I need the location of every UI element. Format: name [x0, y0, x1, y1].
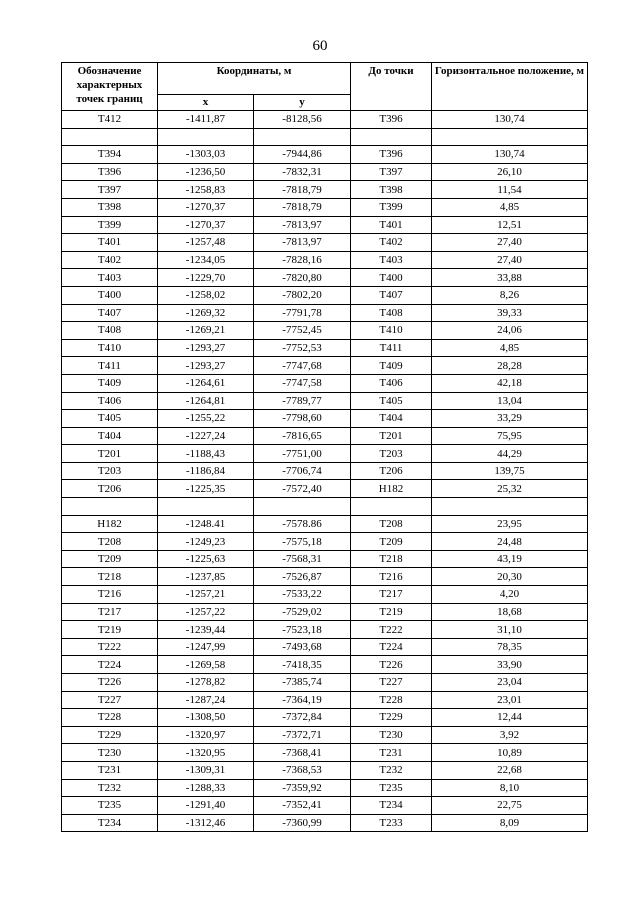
cell-distance: 139,75 — [432, 462, 588, 480]
cell-x: -1270,37 — [158, 216, 254, 234]
cell-x: -1239,44 — [158, 621, 254, 639]
cell-y: -7828,16 — [254, 251, 351, 269]
table-row — [62, 515, 588, 533]
cell-to-point — [351, 128, 432, 146]
table-row — [62, 621, 588, 639]
cell-to-point: Т404 — [351, 410, 432, 428]
cell-to-point: Т234 — [351, 797, 432, 815]
cell-designation: Т226 — [62, 674, 158, 692]
cell-y: -7372,84 — [254, 709, 351, 727]
cell-x: -1308,50 — [158, 709, 254, 727]
cell-to-point: Т203 — [351, 445, 432, 463]
cell-to-point: Т230 — [351, 726, 432, 744]
table-row — [62, 761, 588, 779]
cell-x: -1269,21 — [158, 322, 254, 340]
cell-y: -7368,41 — [254, 744, 351, 762]
cell-to-point: Т410 — [351, 322, 432, 340]
cell-designation: Т201 — [62, 445, 158, 463]
cell-y: -7364,19 — [254, 691, 351, 709]
table-row — [62, 251, 588, 269]
cell-designation: Т410 — [62, 339, 158, 357]
table-row — [62, 480, 588, 498]
cell-distance: 24,48 — [432, 533, 588, 551]
header-designation: Обозначение характерных точек границ — [62, 63, 158, 111]
cell-y: -7798,60 — [254, 410, 351, 428]
cell-to-point: Т217 — [351, 586, 432, 604]
cell-y: -7529,02 — [254, 603, 351, 621]
table-row — [62, 445, 588, 463]
cell-x: -1257,22 — [158, 603, 254, 621]
cell-x: -1278,82 — [158, 674, 254, 692]
cell-x: -1248.41 — [158, 515, 254, 533]
cell-designation: Т219 — [62, 621, 158, 639]
cell-distance: 4,85 — [432, 198, 588, 216]
cell-y: -7820,80 — [254, 269, 351, 287]
cell-x: -1234,05 — [158, 251, 254, 269]
cell-x: -1247,99 — [158, 638, 254, 656]
table-row — [62, 163, 588, 181]
cell-to-point: Т411 — [351, 339, 432, 357]
cell-distance: 22,68 — [432, 761, 588, 779]
table-row — [62, 410, 588, 428]
cell-to-point: Т233 — [351, 814, 432, 832]
cell-y: -7818,79 — [254, 198, 351, 216]
table-row — [62, 674, 588, 692]
cell-designation: Т235 — [62, 797, 158, 815]
cell-distance: 39,33 — [432, 304, 588, 322]
table-row — [62, 234, 588, 252]
table-row — [62, 339, 588, 357]
cell-designation: Т218 — [62, 568, 158, 586]
cell-to-point: Т408 — [351, 304, 432, 322]
table-row — [62, 550, 588, 568]
table-row — [62, 726, 588, 744]
table-row — [62, 111, 588, 129]
cell-designation: Т406 — [62, 392, 158, 410]
cell-y: -7368,53 — [254, 761, 351, 779]
cell-to-point: Т396 — [351, 111, 432, 129]
table-row — [62, 797, 588, 815]
cell-to-point: Т403 — [351, 251, 432, 269]
cell-distance: 18,68 — [432, 603, 588, 621]
cell-x: -1288,33 — [158, 779, 254, 797]
cell-distance: 28,28 — [432, 357, 588, 375]
cell-y: -7791,78 — [254, 304, 351, 322]
cell-designation: Т222 — [62, 638, 158, 656]
cell-x: -1257,48 — [158, 234, 254, 252]
cell-x: -1309,31 — [158, 761, 254, 779]
cell-to-point: Т222 — [351, 621, 432, 639]
cell-designation: Т217 — [62, 603, 158, 621]
cell-x: -1258,83 — [158, 181, 254, 199]
header-horizontal-distance: Горизонтальное положение, м — [432, 63, 588, 111]
cell-designation: Т203 — [62, 462, 158, 480]
cell-designation: Т402 — [62, 251, 158, 269]
cell-distance: 8,09 — [432, 814, 588, 832]
cell-designation: Т208 — [62, 533, 158, 551]
cell-distance: 13,04 — [432, 392, 588, 410]
cell-to-point: Т218 — [351, 550, 432, 568]
cell-x: -1312,46 — [158, 814, 254, 832]
cell-x: -1227,24 — [158, 427, 254, 445]
cell-to-point: Т232 — [351, 761, 432, 779]
cell-designation: Т398 — [62, 198, 158, 216]
cell-y: -7813,97 — [254, 234, 351, 252]
cell-distance: 12,44 — [432, 709, 588, 727]
cell-distance: 8,26 — [432, 286, 588, 304]
cell-distance: 31,10 — [432, 621, 588, 639]
cell-to-point: Т397 — [351, 163, 432, 181]
cell-x: -1229,70 — [158, 269, 254, 287]
cell-designation: Т209 — [62, 550, 158, 568]
cell-x: -1303,03 — [158, 146, 254, 164]
cell-to-point: Т406 — [351, 374, 432, 392]
cell-to-point: Т235 — [351, 779, 432, 797]
table-row — [62, 709, 588, 727]
cell-y: -7944,86 — [254, 146, 351, 164]
cell-x: -1269,58 — [158, 656, 254, 674]
cell-y: -7813,97 — [254, 216, 351, 234]
cell-distance: 33,88 — [432, 269, 588, 287]
table-row — [62, 181, 588, 199]
cell-x: -1269,32 — [158, 304, 254, 322]
cell-distance: 10,89 — [432, 744, 588, 762]
table-row — [62, 392, 588, 410]
cell-designation: Т404 — [62, 427, 158, 445]
table-row — [62, 357, 588, 375]
cell-designation: Н182 — [62, 515, 158, 533]
cell-y: -7752,53 — [254, 339, 351, 357]
cell-y: -7359,92 — [254, 779, 351, 797]
cell-designation: Т231 — [62, 761, 158, 779]
table-row — [62, 427, 588, 445]
cell-distance: 11,54 — [432, 181, 588, 199]
cell-designation: Т396 — [62, 163, 158, 181]
cell-y: -7360,99 — [254, 814, 351, 832]
cell-y: -7751,00 — [254, 445, 351, 463]
cell-x: -1270,37 — [158, 198, 254, 216]
cell-y: -7575,18 — [254, 533, 351, 551]
cell-designation: Т411 — [62, 357, 158, 375]
cell-designation: Т412 — [62, 111, 158, 129]
table-row — [62, 462, 588, 480]
cell-x: -1237,85 — [158, 568, 254, 586]
header-y: y — [254, 95, 351, 111]
table-row — [62, 638, 588, 656]
table-row — [62, 691, 588, 709]
table-row — [62, 269, 588, 287]
table-row — [62, 656, 588, 674]
cell-to-point — [351, 498, 432, 516]
cell-y: -7568,31 — [254, 550, 351, 568]
table-row — [62, 814, 588, 832]
table-row — [62, 586, 588, 604]
cell-y: -7493,68 — [254, 638, 351, 656]
cell-y: -7418,35 — [254, 656, 351, 674]
cell-distance: 42,18 — [432, 374, 588, 392]
cell-to-point: Т229 — [351, 709, 432, 727]
cell-designation — [62, 498, 158, 516]
cell-y: -7385,74 — [254, 674, 351, 692]
cell-x: -1249,23 — [158, 533, 254, 551]
cell-distance: 26,10 — [432, 163, 588, 181]
cell-distance: 4,85 — [432, 339, 588, 357]
cell-x: -1264,61 — [158, 374, 254, 392]
cell-designation: Т405 — [62, 410, 158, 428]
cell-distance: 33,29 — [432, 410, 588, 428]
cell-designation: Т230 — [62, 744, 158, 762]
cell-designation: Т399 — [62, 216, 158, 234]
cell-y: -7523,18 — [254, 621, 351, 639]
cell-x: -1186,84 — [158, 462, 254, 480]
cell-designation: Т216 — [62, 586, 158, 604]
cell-designation: Т400 — [62, 286, 158, 304]
table-body — [62, 111, 588, 832]
cell-distance: 75,95 — [432, 427, 588, 445]
table-header — [62, 63, 588, 111]
cell-to-point: Т402 — [351, 234, 432, 252]
cell-distance: 78,35 — [432, 638, 588, 656]
coordinates-table — [61, 62, 588, 832]
cell-distance: 22,75 — [432, 797, 588, 815]
cell-x: -1257,21 — [158, 586, 254, 604]
cell-y: -7747,68 — [254, 357, 351, 375]
cell-y: -7372,71 — [254, 726, 351, 744]
cell-y: -7578.86 — [254, 515, 351, 533]
page-number: 60 — [312, 38, 328, 54]
cell-designation: Т401 — [62, 234, 158, 252]
cell-y: -7533,22 — [254, 586, 351, 604]
cell-to-point: Т405 — [351, 392, 432, 410]
cell-x: -1293,27 — [158, 357, 254, 375]
cell-to-point: Т227 — [351, 674, 432, 692]
cell-x — [158, 128, 254, 146]
table-row — [62, 128, 588, 146]
cell-x: -1293,27 — [158, 339, 254, 357]
header-to-point: До точки — [351, 63, 432, 111]
cell-designation: Т403 — [62, 269, 158, 287]
cell-distance: 23,95 — [432, 515, 588, 533]
cell-to-point: Т209 — [351, 533, 432, 551]
cell-designation: Т408 — [62, 322, 158, 340]
cell-to-point: Т401 — [351, 216, 432, 234]
cell-distance: 33,90 — [432, 656, 588, 674]
table-row — [62, 216, 588, 234]
cell-designation: Т227 — [62, 691, 158, 709]
cell-designation — [62, 128, 158, 146]
cell-distance: 27,40 — [432, 234, 588, 252]
cell-x: -1320,95 — [158, 744, 254, 762]
cell-y: -7352,41 — [254, 797, 351, 815]
cell-x — [158, 498, 254, 516]
cell-x: -1258,02 — [158, 286, 254, 304]
cell-designation: Т224 — [62, 656, 158, 674]
table-row — [62, 146, 588, 164]
cell-distance: 3,92 — [432, 726, 588, 744]
cell-y: -7572,40 — [254, 480, 351, 498]
table-row — [62, 498, 588, 516]
cell-y: -8128,56 — [254, 111, 351, 129]
cell-to-point: Н182 — [351, 480, 432, 498]
cell-to-point: Т216 — [351, 568, 432, 586]
table-row — [62, 744, 588, 762]
cell-distance: 27,40 — [432, 251, 588, 269]
cell-to-point: Т228 — [351, 691, 432, 709]
cell-y: -7802,20 — [254, 286, 351, 304]
cell-y — [254, 498, 351, 516]
table-row — [62, 374, 588, 392]
cell-distance: 25,32 — [432, 480, 588, 498]
cell-x: -1411,87 — [158, 111, 254, 129]
cell-to-point: Т224 — [351, 638, 432, 656]
cell-y: -7747,58 — [254, 374, 351, 392]
cell-y — [254, 128, 351, 146]
cell-distance: 23,04 — [432, 674, 588, 692]
cell-designation: Т232 — [62, 779, 158, 797]
cell-y: -7816,65 — [254, 427, 351, 445]
cell-y: -7789,77 — [254, 392, 351, 410]
cell-x: -1320,97 — [158, 726, 254, 744]
table-row — [62, 779, 588, 797]
cell-distance: 8,10 — [432, 779, 588, 797]
header-coordinates: Координаты, м — [158, 63, 351, 95]
cell-distance: 43,19 — [432, 550, 588, 568]
cell-y: -7752,45 — [254, 322, 351, 340]
header-x: x — [158, 95, 254, 111]
cell-distance: 23,01 — [432, 691, 588, 709]
table-row — [62, 322, 588, 340]
cell-distance: 24,06 — [432, 322, 588, 340]
cell-x: -1225,63 — [158, 550, 254, 568]
cell-designation: Т409 — [62, 374, 158, 392]
cell-distance: 12,51 — [432, 216, 588, 234]
cell-designation: Т407 — [62, 304, 158, 322]
cell-designation: Т228 — [62, 709, 158, 727]
table-row — [62, 304, 588, 322]
cell-to-point: Т208 — [351, 515, 432, 533]
cell-y: -7706,74 — [254, 462, 351, 480]
cell-to-point: Т219 — [351, 603, 432, 621]
cell-distance: 4,20 — [432, 586, 588, 604]
cell-x: -1291,40 — [158, 797, 254, 815]
cell-x: -1225,35 — [158, 480, 254, 498]
cell-distance: 130,74 — [432, 111, 588, 129]
cell-x: -1255,22 — [158, 410, 254, 428]
cell-distance — [432, 498, 588, 516]
cell-to-point: Т226 — [351, 656, 432, 674]
cell-designation: Т229 — [62, 726, 158, 744]
cell-to-point: Т398 — [351, 181, 432, 199]
cell-to-point: Т399 — [351, 198, 432, 216]
cell-x: -1236,50 — [158, 163, 254, 181]
cell-distance: 20,30 — [432, 568, 588, 586]
cell-to-point: Т407 — [351, 286, 432, 304]
cell-x: -1287,24 — [158, 691, 254, 709]
cell-designation: Т397 — [62, 181, 158, 199]
cell-y: -7526,87 — [254, 568, 351, 586]
cell-designation: Т394 — [62, 146, 158, 164]
cell-designation: Т234 — [62, 814, 158, 832]
cell-distance: 44,29 — [432, 445, 588, 463]
cell-y: -7818,79 — [254, 181, 351, 199]
cell-distance: 130,74 — [432, 146, 588, 164]
cell-to-point: Т201 — [351, 427, 432, 445]
cell-x: -1264,81 — [158, 392, 254, 410]
cell-to-point: Т409 — [351, 357, 432, 375]
cell-to-point: Т231 — [351, 744, 432, 762]
cell-to-point: Т396 — [351, 146, 432, 164]
table-row — [62, 286, 588, 304]
table-row — [62, 533, 588, 551]
cell-to-point: Т400 — [351, 269, 432, 287]
cell-designation: Т206 — [62, 480, 158, 498]
table-row — [62, 198, 588, 216]
table-row — [62, 568, 588, 586]
table-row — [62, 603, 588, 621]
cell-x: -1188,43 — [158, 445, 254, 463]
cell-to-point: Т206 — [351, 462, 432, 480]
cell-distance — [432, 128, 588, 146]
cell-y: -7832,31 — [254, 163, 351, 181]
